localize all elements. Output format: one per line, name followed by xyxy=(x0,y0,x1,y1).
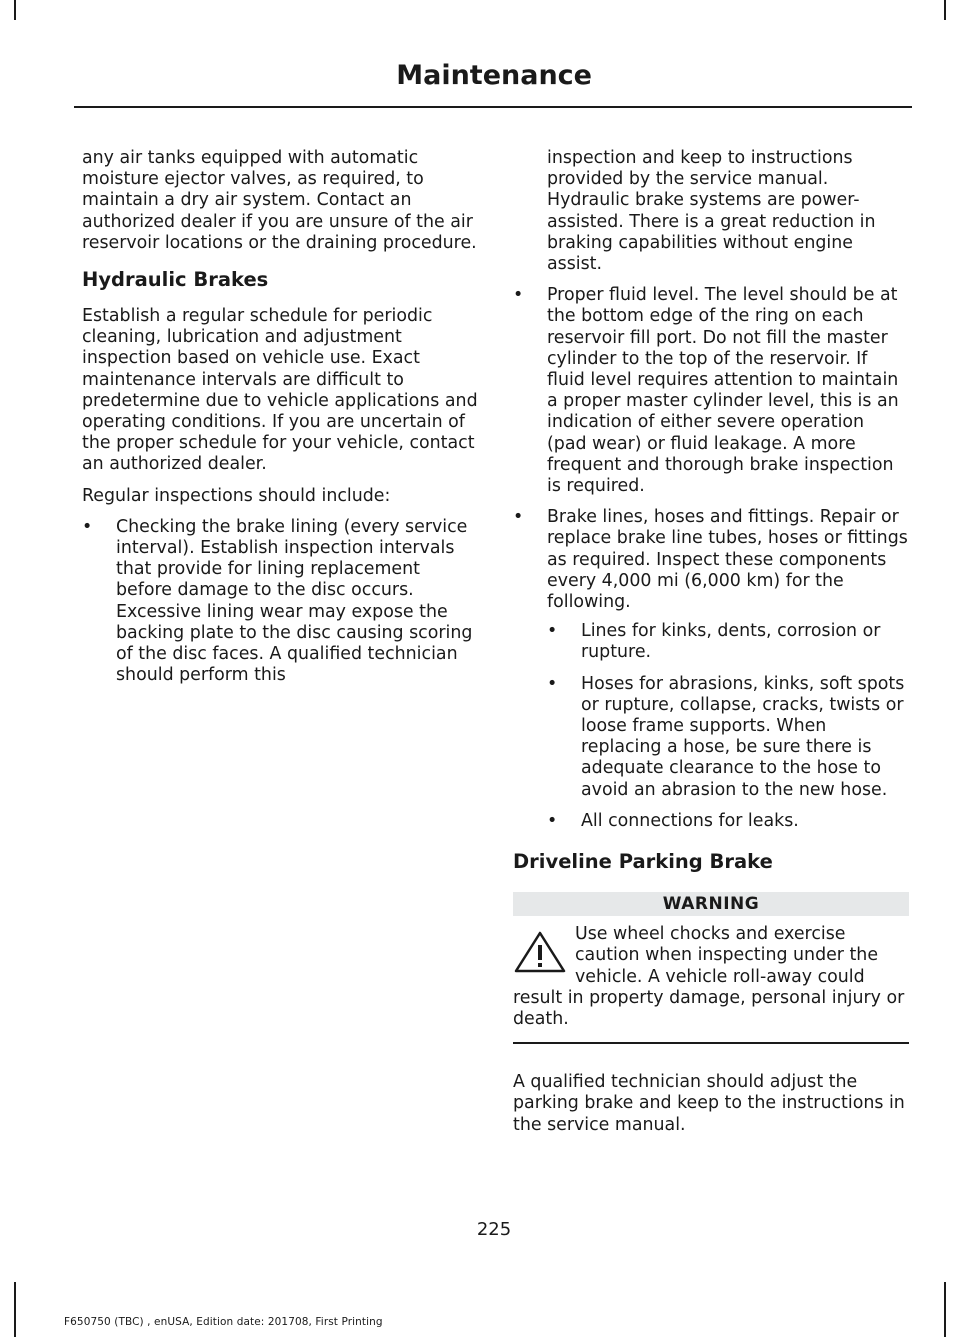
warning-label: WARNING xyxy=(513,892,909,916)
sub-item-lines: • Lines for kinks, dents, corrosion or rupture. xyxy=(547,621,909,663)
brake-lines-sublist xyxy=(547,621,909,832)
inspection-list-continued xyxy=(513,285,909,832)
inspections-intro: Regular inspections should include: xyxy=(82,485,391,506)
left-column xyxy=(82,148,478,696)
footer-edition-info: F650750 (TBC) , enUSA, Edition date: 201708, First Printing xyxy=(64,1316,383,1328)
bullet-continuation: inspection and keep to instructions provided by the service manual. Hydraulic brake systems are power-assisted. There is a great reduction in braking capabilities without engine assist. xyxy=(547,148,876,275)
warning-triangle-icon xyxy=(513,930,567,974)
parking-brake-heading: Driveline Parking Brake xyxy=(513,850,773,874)
inspection-list xyxy=(82,517,478,687)
section-title: Maintenance xyxy=(396,60,592,91)
list-item-brake-lining: • Checking the brake lining (every service interval). Establish inspection intervals that provide for lining replacement before damage to the disc occurs. Excessive lining wear may expose the backing plate to the disc causing scoring of the disc faces. A qualified technician should perform this xyxy=(82,517,478,687)
header-divider xyxy=(74,106,912,108)
warning-text: Use wheel chocks and exercise caution when inspecting under the vehicle. A vehicle roll-away could result in property damage, personal injury or death. xyxy=(513,924,905,1029)
hydraulic-brakes-heading: Hydraulic Brakes xyxy=(82,268,269,292)
brake-lines-text: Brake lines, hoses and fittings. Repair or replace brake line tubes, hoses or fittings as required. Inspect these components every 4,000 mi (6,000 km) for the following. xyxy=(547,507,908,613)
list-item-brake-lines xyxy=(513,507,909,832)
intro-paragraph: any air tanks equipped with automatic moisture ejector valves, as required, to maintain a dry air system. Contact an authorized dealer if you are unsure of the air reservoir locations or the draining procedure. xyxy=(82,148,477,253)
crop-mark-top-right xyxy=(944,0,946,20)
list-item-fluid-level: • Proper fluid level. The level should be at the bottom edge of the ring on each reservoir fill port. Do not fill the master cylinder to the top of the reservoir. If fluid level requires attention to maintain a proper master cylinder level, this is an indication of either severe operation (pad wear) or fluid leakage. A more frequent and thorough brake inspection is required. xyxy=(513,285,909,497)
crop-mark-bottom-right xyxy=(944,1282,946,1337)
right-column xyxy=(513,148,909,1146)
crop-mark-bottom-left xyxy=(14,1282,16,1337)
sub-item-hoses: • Hoses for abrasions, kinks, soft spots or rupture, collapse, cracks, twists or loose frame supports. When replacing a hose, be sure there is adequate clearance to the hose to avoid an abrasion to the new hose. xyxy=(547,674,909,801)
crop-mark-top-left xyxy=(14,0,16,20)
final-paragraph: A qualified technician should adjust the parking brake and keep to the instructions in the service manual. xyxy=(513,1072,905,1135)
page-number: 225 xyxy=(476,1219,512,1240)
schedule-paragraph: Establish a regular schedule for periodic cleaning, lubrication and adjustment inspection based on vehicle use. Exact maintenance intervals are difficult to predetermine due to vehicle applications and operating conditions. If you are uncertain of the proper schedule for your vehicle, contact an authorized dealer. xyxy=(82,306,478,475)
warning-box xyxy=(513,924,909,1044)
sub-item-connections: • All connections for leaks. xyxy=(547,811,909,832)
